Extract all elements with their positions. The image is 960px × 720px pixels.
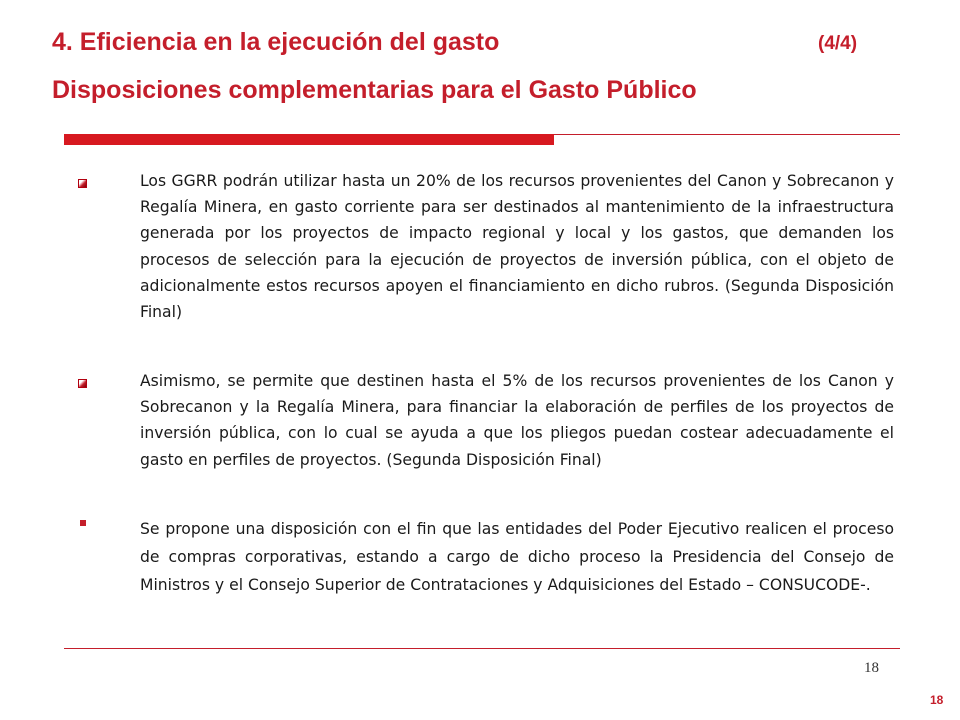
checkbox-bullet-icon (78, 179, 87, 188)
slide-counter: (4/4) (818, 33, 858, 54)
checkbox-bullet-icon (78, 379, 87, 388)
list-item (76, 515, 894, 599)
slide-subtitle: Disposiciones complementarias para el Gasto Público (52, 76, 697, 104)
slide-title: 4. Eficiencia en la ejecución del gasto (52, 28, 500, 56)
footer-rule (64, 648, 900, 649)
header-accent-bar (64, 134, 554, 145)
list-item-text: Asimismo, se permite que destinen hasta el 5% de los recursos provenientes de los Canon y Sobrecanon y la Regalía Minera, para financiar la elaboración de perfiles de los proyectos de inversión pública, con lo cual se ayuda a que los pliegos puedan costear adecuadamente el gasto en perfiles de proyectos. (Segunda Disposición Final) (140, 372, 894, 469)
square-bullet-icon (80, 520, 86, 526)
page-number: 18 (864, 660, 879, 676)
list-item-text: Se propone una disposición con el fin que las entidades del Poder Ejecutivo realicen el proceso de compras corporativas, estando a cargo de dicho proceso la Presidencia del Consejo de Ministros y el Consejo Superior de Contrataciones y Adquisiciones del Estado – CONSUCODE-. (140, 520, 894, 594)
list-item (76, 168, 894, 325)
corner-page-number: 18 (930, 693, 944, 707)
list-item-text: Los GGRR podrán utilizar hasta un 20% de los recursos provenientes del Canon y Sobrecanon y Regalía Minera, en gasto corriente para ser destinados al mantenimiento de la infraestructura generada por los proyectos de impacto regional y local y los gastos, que demanden los procesos de selección para la ejecución de proyectos de inversión pública, con el objeto de adicionalmente estos recursos apoyen el financiamiento en dicho rubros. (Segunda Disposición Final) (140, 172, 894, 322)
list-item (76, 368, 894, 473)
